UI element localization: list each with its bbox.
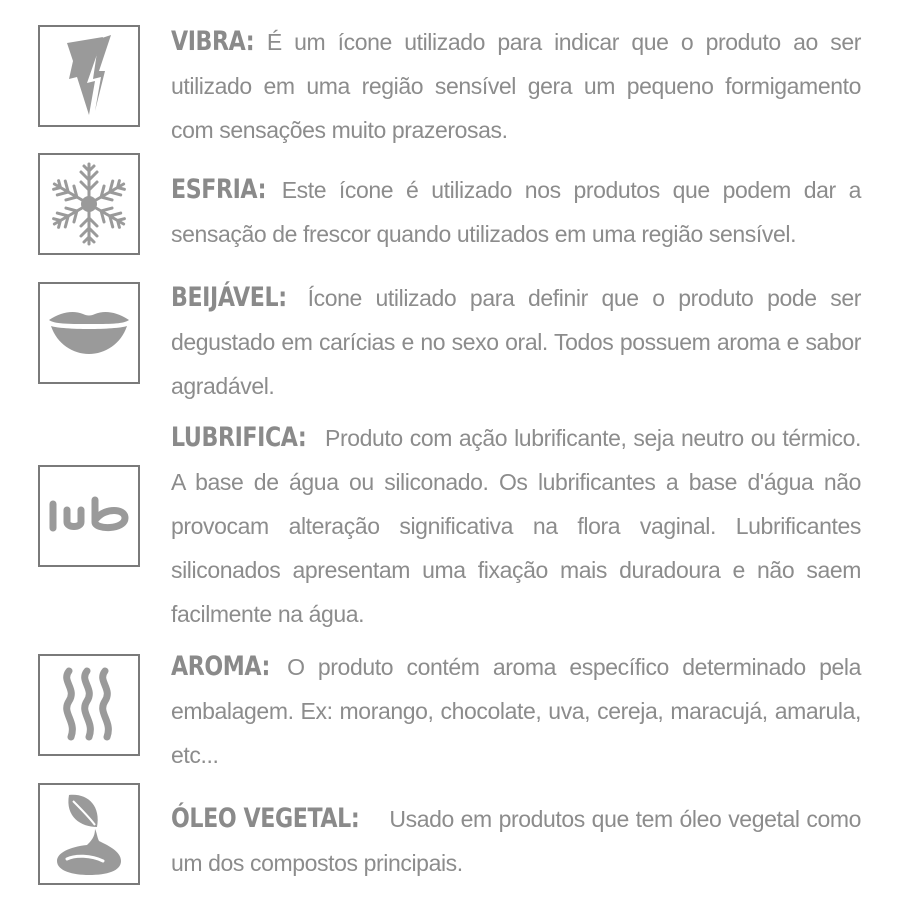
item-title: VIBRA: bbox=[171, 26, 255, 57]
item-description: Ícone utilizado para definir que o produto pode ser degustado em carícias e no sexo oral. Todos possuem aroma e sabor agradável. bbox=[171, 285, 861, 399]
lips-icon bbox=[47, 308, 131, 358]
lub-icon bbox=[47, 496, 131, 536]
item-title: LUBRIFICA: bbox=[171, 422, 307, 453]
item-title: AROMA: bbox=[171, 651, 270, 682]
icon-box bbox=[38, 654, 140, 756]
item-text bbox=[171, 20, 861, 152]
item-description: É um ícone utilizado para indicar que o produto ao ser utilizado em uma região sensível gera um pequeno formigamento com sensações muito prazerosas. bbox=[171, 29, 861, 143]
item-description: Produto com ação lubrificante, seja neutro ou térmico. A base de água ou siliconado. Os lubrificantes a base d'água não provocam alteração significativa na flora vaginal. Lubrificantes siliconados apresentam uma fixação mais duradoura e não saem facilmente na água. bbox=[171, 425, 861, 627]
icon-box bbox=[38, 783, 140, 885]
icon-box bbox=[38, 465, 140, 567]
icon-box bbox=[38, 25, 140, 127]
item-title: BEIJÁVEL: bbox=[171, 282, 287, 313]
item-text bbox=[171, 416, 861, 636]
item-text bbox=[171, 276, 861, 408]
item-title: ÓLEO VEGETAL: bbox=[171, 803, 360, 834]
item-text bbox=[171, 645, 861, 777]
item-description: O produto contém aroma específico determinado pela embalagem. Ex: morango, chocolate, uva, cereja, maracujá, amarula, etc... bbox=[171, 654, 861, 768]
snowflake-icon bbox=[43, 158, 135, 250]
item-text bbox=[171, 797, 861, 885]
item-title: ESFRIA: bbox=[171, 174, 267, 205]
icon-box bbox=[38, 153, 140, 255]
item-description: Este ícone é utilizado nos produtos que podem dar a sensação de frescor quando utilizados em uma região sensível. bbox=[171, 177, 861, 247]
item-description: Usado em produtos que tem óleo vegetal como um dos compostos principais. bbox=[171, 806, 861, 876]
oil-leaf-icon bbox=[51, 791, 127, 877]
lightning-bolt-icon bbox=[59, 31, 119, 121]
icon-box bbox=[38, 282, 140, 384]
item-text bbox=[171, 168, 861, 256]
aroma-waves-icon bbox=[59, 667, 119, 743]
